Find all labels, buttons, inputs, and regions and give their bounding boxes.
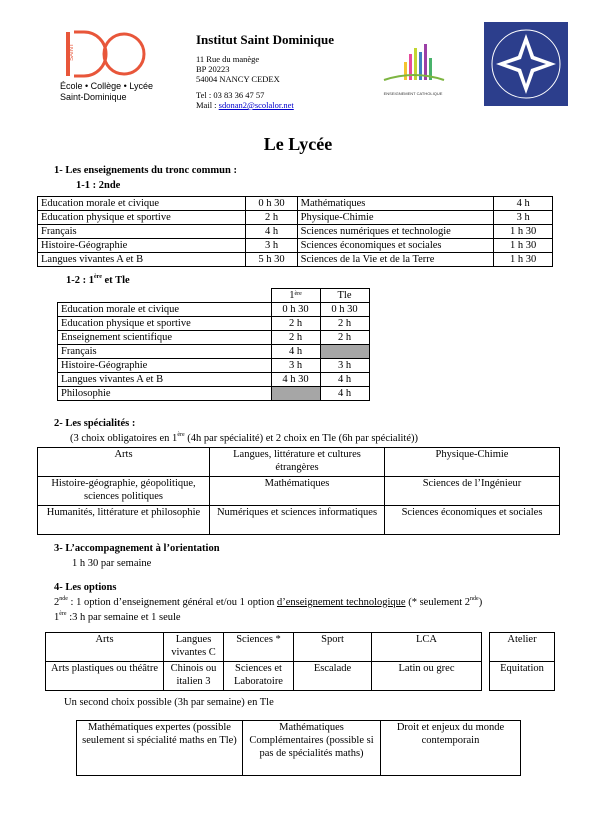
hours-cell: 2 h	[320, 317, 369, 331]
l1-d: )	[478, 597, 483, 608]
specialite-cell: Histoire-géographie, géopolitique, sciences politiques	[38, 477, 210, 506]
l1-c: (* seulement 2	[405, 597, 471, 608]
phone: Tel : 03 83 36 47 57	[196, 90, 265, 100]
specialite-cell: Physique-Chimie	[385, 448, 560, 477]
option-value-cell: Sciences et Laboratoire	[224, 662, 294, 691]
subject-cell: Histoire-Géographie	[58, 359, 272, 373]
atelier-value: Equitation	[490, 662, 555, 691]
hours-cell: 3 h	[494, 211, 553, 225]
subject-cell: Education morale et civique	[58, 303, 272, 317]
specialite-cell: Humanités, littérature et philosophie	[38, 506, 210, 535]
cross-emblem-icon	[484, 22, 568, 106]
header-tle: Tle	[320, 289, 369, 303]
hours-cell: 2 h	[271, 331, 320, 345]
header-empty-cell	[58, 289, 272, 303]
svg-text:SAINT: SAINT	[69, 43, 75, 61]
subject-cell: Education morale et civique	[38, 197, 246, 211]
hours-cell	[271, 387, 320, 401]
hours-cell: 0 h 30	[320, 303, 369, 317]
header-1ere	[271, 289, 320, 303]
table-row	[38, 211, 553, 225]
subject-cell: Langues vivantes A et B	[38, 253, 246, 267]
logo-caption-2: Saint-Dominique	[60, 92, 127, 102]
mail-link[interactable]: sdonan2@scolalor.net	[218, 100, 294, 110]
hours-cell: 3 h	[246, 239, 297, 253]
table-row	[58, 373, 370, 387]
hours-cell: 1 h 30	[494, 239, 553, 253]
table-row	[58, 303, 370, 317]
section-4-line-1	[54, 597, 482, 608]
specialite-cell: Arts	[38, 448, 210, 477]
header-1ere-text: 1	[289, 290, 295, 301]
subject-cell: Français	[38, 225, 246, 239]
subject-cell: Sciences économiques et sociales	[297, 239, 494, 253]
option-category-cell: Sciences *	[224, 633, 294, 662]
option-value-cell: Arts plastiques ou théâtre	[46, 662, 164, 691]
note-a: (3 choix obligatoires en 1	[70, 433, 178, 444]
table-row	[38, 477, 560, 506]
hours-cell: 4 h 30	[271, 373, 320, 387]
section-1-title: 1- Les enseignements du tronc commun :	[54, 165, 237, 176]
tle-options-table	[76, 720, 521, 776]
section-1-2-title	[66, 275, 130, 286]
specialite-cell: Numériques et sciences informatiques	[210, 506, 385, 535]
second-choice-text: Un second choix possible (3h par semaine) en Tle	[64, 697, 274, 708]
subject-cell: Histoire-Géographie	[38, 239, 246, 253]
table-row	[58, 359, 370, 373]
l1-b: : 1 option d’enseignement général et/ou 1 option	[67, 597, 277, 608]
table-1ere-tle	[57, 288, 370, 401]
address-line-1: 11 Rue du manège	[196, 54, 260, 64]
option-value-cell: Chinois ou italien 3	[164, 662, 224, 691]
catholic-education-logo	[374, 40, 452, 102]
l1-sup1: nde	[59, 596, 68, 602]
address-line-3: 54004 NANCY CEDEX	[196, 74, 280, 84]
l2-a: 1	[54, 612, 60, 623]
option-category-cell: Sport	[294, 633, 372, 662]
subject-cell: Education physique et sportive	[58, 317, 272, 331]
hours-cell: 4 h	[246, 225, 297, 239]
hours-cell: 2 h	[320, 331, 369, 345]
catholic-logo-caption: ENSEIGNEMENT CATHOLIQUE	[383, 91, 443, 96]
subject-cell: Philosophie	[58, 387, 272, 401]
section-2-title: 2- Les spécialités :	[54, 418, 136, 429]
hours-cell: 3 h	[320, 359, 369, 373]
subject-cell: Physique-Chimie	[297, 211, 494, 225]
section-3-title: 3- L’accompagnement à l’orientation	[54, 543, 220, 554]
section-4-line-2	[54, 612, 181, 623]
mail-label: Mail :	[196, 100, 219, 110]
logo-caption-1: École • Collège • Lycée	[60, 81, 154, 91]
option-value-cell: Latin ou grec	[372, 662, 482, 691]
l1-underlined: d’enseignement technologique	[277, 597, 406, 608]
l2-sup: ère	[59, 611, 67, 617]
hours-cell	[320, 345, 369, 359]
section-4-title: 4- Les options	[54, 582, 117, 593]
l2-b: :3 h par semaine et 1 seule	[66, 612, 181, 623]
header-1ere-sup: ère	[294, 291, 302, 297]
institute-info	[196, 32, 334, 110]
hours-cell: 5 h 30	[246, 253, 297, 267]
hours-cell: 2 h	[271, 317, 320, 331]
do-logo-icon	[60, 30, 170, 78]
option-category-cell: LCA	[372, 633, 482, 662]
specialites-table	[37, 447, 560, 535]
subject-cell: Mathématiques	[297, 197, 494, 211]
table-row	[38, 197, 553, 211]
table-row	[58, 317, 370, 331]
table-row	[46, 662, 482, 691]
atelier-head: Atelier	[490, 633, 555, 662]
table-row	[58, 345, 370, 359]
specialite-cell: Sciences économiques et sociales	[385, 506, 560, 535]
sub2-sup: ère	[94, 274, 102, 280]
option-value-cell: Escalade	[294, 662, 372, 691]
subject-cell: Français	[58, 345, 272, 359]
dominican-emblem	[484, 22, 568, 106]
hours-cell: 4 h	[320, 387, 369, 401]
option-category-cell: Langues vivantes C	[164, 633, 224, 662]
specialite-cell: Sciences de l’Ingénieur	[385, 477, 560, 506]
options-table	[45, 632, 482, 691]
colored-bars-icon	[374, 40, 452, 88]
subject-cell: Enseignement scientifique	[58, 331, 272, 345]
subject-cell: Education physique et sportive	[38, 211, 246, 225]
tle-option-cell: Mathématiques expertes (possible seulement si spécialité maths en Tle)	[77, 721, 243, 776]
tle-option-cell: Droit et enjeux du monde contemporain	[381, 721, 521, 776]
table-row	[46, 633, 482, 662]
l1-sup2: nde	[470, 596, 479, 602]
section-1-1-title: 1-1 : 2nde	[76, 180, 121, 191]
page-title: Le Lycée	[263, 134, 333, 154]
subject-cell: Langues vivantes A et B	[58, 373, 272, 387]
subject-cell: Sciences numériques et technologie	[297, 225, 494, 239]
sub2-prefix: 1-2 : 1	[66, 275, 94, 286]
hours-cell: 4 h	[271, 345, 320, 359]
hours-cell: 3 h	[271, 359, 320, 373]
school-logo	[60, 30, 170, 102]
tle-option-cell: Mathématiques Complémentaires (possible si pas de spécialités maths)	[243, 721, 381, 776]
hours-cell: 1 h 30	[494, 253, 553, 267]
table-row	[38, 225, 553, 239]
hours-cell: 0 h 30	[246, 197, 297, 211]
institute-name: Institut Saint Dominique	[196, 32, 334, 47]
atelier-table	[489, 632, 555, 691]
table-row	[58, 387, 370, 401]
subject-cell: Sciences de la Vie et de la Terre	[297, 253, 494, 267]
section-3-text: 1 h 30 par semaine	[72, 558, 152, 569]
hours-cell: 1 h 30	[494, 225, 553, 239]
hours-cell: 4 h	[494, 197, 553, 211]
table-row	[38, 239, 553, 253]
specialite-cell: Langues, littérature et cultures étrangères	[210, 448, 385, 477]
hours-cell: 2 h	[246, 211, 297, 225]
table-row	[38, 448, 560, 477]
note-b: (4h par spécialité) et 2 choix en Tle (6h par spécialité))	[184, 433, 418, 444]
sub2-suffix: et Tle	[101, 275, 130, 286]
table-row	[38, 253, 553, 267]
table-row	[58, 331, 370, 345]
l1-a: 2	[54, 597, 60, 608]
table-2nde	[37, 196, 553, 267]
option-category-cell: Arts	[46, 633, 164, 662]
hours-cell: 4 h	[320, 373, 369, 387]
table-header-row	[58, 289, 370, 303]
mail-line	[196, 100, 334, 110]
table-row	[77, 721, 521, 776]
note-sup: ère	[177, 432, 185, 438]
address-line-2: BP 20223	[196, 64, 230, 74]
specialite-cell: Mathématiques	[210, 477, 385, 506]
table-row	[38, 506, 560, 535]
section-2-note	[70, 433, 418, 444]
hours-cell: 0 h 30	[271, 303, 320, 317]
